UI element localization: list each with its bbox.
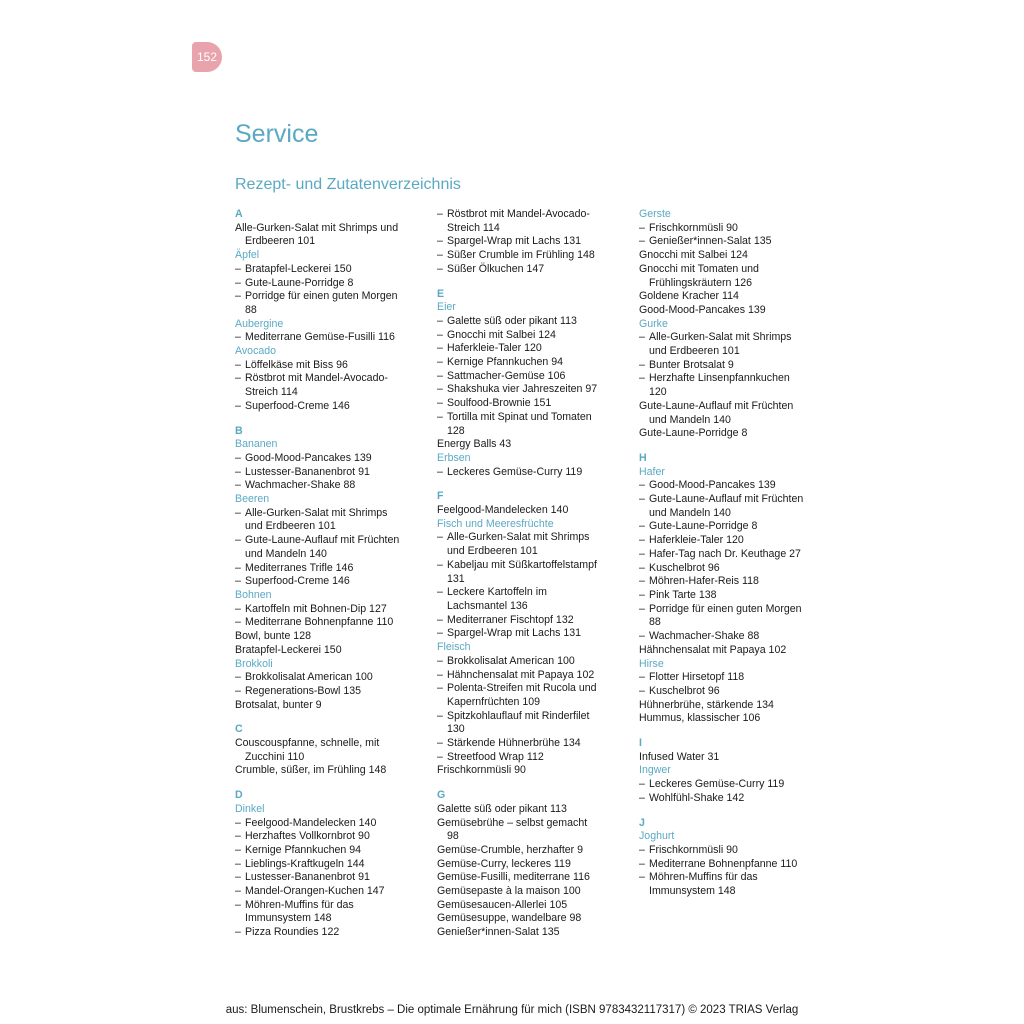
index-subentry: – Superfood-Creme 146 <box>235 400 427 414</box>
index-entry: 88 <box>649 616 661 629</box>
index-subentry: – Gute-Laune-Porridge 8 <box>235 277 427 291</box>
index-subentry: – Lustesser-Bananenbrot 91 <box>235 466 427 480</box>
index-entry: Feelgood-Mandelecken 140 <box>437 504 569 517</box>
index-subentry: – Galette süß oder pikant 113 <box>437 315 629 329</box>
index-entry: Galette süß oder pikant 113 <box>437 802 567 815</box>
index-subentry: – Leckeres Gemüse-Curry 119 <box>437 466 629 480</box>
index-subentry: – Herzhafte Linsenpfannkuchen <box>639 372 831 386</box>
index-subentry: – Süßer Ölkuchen 147 <box>437 263 629 277</box>
index-entry: Gemüsepaste à la maison 100 <box>437 885 581 898</box>
section-gap <box>437 479 629 490</box>
section-gap <box>639 806 831 817</box>
index-subentry: – Mandel-Orangen-Kuchen 147 <box>235 885 427 899</box>
index-entry: Infused Water 31 <box>639 750 720 763</box>
index-entry: Hähnchensalat mit Papaya 102 <box>639 643 787 656</box>
index-subentry: – Kartoffeln mit Bohnen-Dip 127 <box>235 603 427 617</box>
section-gap <box>639 441 831 452</box>
index-entry: Gnocchi mit Tomaten und <box>639 262 759 275</box>
index-entry: Streich 114 <box>245 386 298 399</box>
index-subentry: – Gute-Laune-Porridge 8 <box>639 520 831 534</box>
index-entry: Gemüse-Fusilli, mediterrane 116 <box>437 871 590 884</box>
index-subentry: – Sattmacher-Gemüse 106 <box>437 370 629 384</box>
index-subentry: – Feelgood-Mandelecken 140 <box>235 817 427 831</box>
index-entry: Streich 114 <box>447 221 500 234</box>
index-subentry: – Genießer*innen-Salat 135 <box>639 235 831 249</box>
index-subentry: – Pink Tarte 138 <box>639 589 831 603</box>
index-subentry: – Tortilla mit Spinat und Tomaten <box>437 411 629 425</box>
index-entry: 98 <box>447 830 459 843</box>
index-category: Bananen <box>235 438 278 451</box>
index-category: Eier <box>437 301 456 314</box>
index-category: Fisch und Meeresfrüchte <box>437 517 554 530</box>
index-subentry: – Wohlfühl-Shake 142 <box>639 792 831 806</box>
section-gap <box>235 414 427 425</box>
index-subentry: – Hafer-Tag nach Dr. Keuthage 27 <box>639 548 831 562</box>
index-entry: Bowl, bunte 128 <box>235 630 311 643</box>
section-gap <box>437 778 629 789</box>
index-subentry: – Porridge für einen guten Morgen <box>235 290 427 304</box>
index-subentry: – Möhren-Hafer-Reis 118 <box>639 575 831 589</box>
index-letter-heading: F <box>437 490 444 503</box>
index-subentry: – Frischkornmüsli 90 <box>639 222 831 236</box>
section-title: Service <box>235 120 319 148</box>
index-letter-heading: I <box>639 737 642 750</box>
index-subentry: – Lieblings-Kraftkugeln 144 <box>235 858 427 872</box>
index-column-3 <box>639 208 831 899</box>
index-subentry: – Bratapfel-Leckerei 150 <box>235 263 427 277</box>
index-letter-heading: D <box>235 789 243 802</box>
index-entry: Gemüsesaucen-Allerlei 105 <box>437 898 568 911</box>
index-entry: Gemüse-Curry, leckeres 119 <box>437 857 571 870</box>
index-entry: Immunsystem 148 <box>649 885 736 898</box>
index-letter-heading: G <box>437 789 446 802</box>
index-subentry: – Kernige Pfannkuchen 94 <box>437 356 629 370</box>
index-entry: und Mandeln 140 <box>649 413 731 426</box>
index-entry: Energy Balls 43 <box>437 438 512 451</box>
index-subentry: – Wachmacher-Shake 88 <box>235 479 427 493</box>
index-letter-heading: A <box>235 208 243 220</box>
index-entry: Gemüsebrühe – selbst gemacht <box>437 816 588 829</box>
index-subentry: – Frischkornmüsli 90 <box>639 844 831 858</box>
index-subentry: – Leckeres Gemüse-Curry 119 <box>639 778 831 792</box>
index-entry: Zucchini 110 <box>245 750 305 763</box>
index-subentry: – Möhren-Muffins für das <box>639 871 831 885</box>
index-entry: Bratapfel-Leckerei 150 <box>235 643 342 656</box>
index-subentry: – Soulfood-Brownie 151 <box>437 397 629 411</box>
index-column-1 <box>235 208 427 940</box>
index-subentry: – Möhren-Muffins für das <box>235 899 427 913</box>
index-entry: Immunsystem 148 <box>245 912 332 925</box>
index-entry: 131 <box>447 572 465 585</box>
index-subentry: – Haferkleie-Taler 120 <box>639 534 831 548</box>
index-subentry: – Röstbrot mit Mandel-Avocado- <box>437 208 629 222</box>
index-entry: 128 <box>447 424 465 437</box>
index-subentry: – Stärkende Hühnerbrühe 134 <box>437 737 629 751</box>
index-subentry: – Hähnchensalat mit Papaya 102 <box>437 669 629 683</box>
index-entry: 130 <box>447 723 465 736</box>
index-category: Hirse <box>639 657 664 670</box>
index-entry: Hühnerbrühe, stärkende 134 <box>639 698 774 711</box>
index-letter-heading: E <box>437 287 445 300</box>
index-category: Hafer <box>639 465 665 478</box>
index-category: Gurke <box>639 317 668 330</box>
index-subentry: – Kabeljau mit Süßkartoffelstampf <box>437 559 629 573</box>
index-subentry: – Süßer Crumble im Frühling 148 <box>437 249 629 263</box>
index-category: Erbsen <box>437 451 471 464</box>
index-subentry: – Shakshuka vier Jahreszeiten 97 <box>437 383 629 397</box>
index-subentry: – Wachmacher-Shake 88 <box>639 630 831 644</box>
index-category: Fleisch <box>437 641 471 654</box>
index-entry: Good-Mood-Pancakes 139 <box>639 303 766 316</box>
index-subentry: – Regenerations-Bowl 135 <box>235 685 427 699</box>
index-subentry: – Spargel-Wrap mit Lachs 131 <box>437 627 629 641</box>
index-subentry: – Good-Mood-Pancakes 139 <box>639 479 831 493</box>
index-subentry: – Good-Mood-Pancakes 139 <box>235 452 427 466</box>
index-category: Ingwer <box>639 764 671 777</box>
index-entry: und Mandeln 140 <box>649 506 731 519</box>
section-gap <box>235 712 427 723</box>
index-subentry: – Streetfood Wrap 112 <box>437 751 629 765</box>
index-entry: Brotsalat, bunter 9 <box>235 698 322 711</box>
index-category: Aubergine <box>235 317 284 330</box>
index-column-2 <box>437 208 629 940</box>
index-entry: Lachsmantel 136 <box>447 599 528 612</box>
index-subentry: – Pizza Roundies 122 <box>235 926 427 940</box>
index-subentry: – Brokkolisalat American 100 <box>235 671 427 685</box>
index-subentry: – Herzhaftes Vollkornbrot 90 <box>235 830 427 844</box>
index-subentry: – Kuschelbrot 96 <box>639 685 831 699</box>
index-subentry: – Mediterraner Fischtopf 132 <box>437 614 629 628</box>
index-subentry: – Löffelkäse mit Biss 96 <box>235 359 427 373</box>
index-entry: Kapernfrüchten 109 <box>447 695 541 708</box>
index-subentry: – Polenta-Streifen mit Rucola und <box>437 682 629 696</box>
index-category: Gerste <box>639 208 671 220</box>
index-entry: Gnocchi mit Salbei 124 <box>639 249 748 262</box>
index-subentry: – Alle-Gurken-Salat mit Shrimps <box>437 531 629 545</box>
index-category: Avocado <box>235 345 277 358</box>
index-subentry: – Spargel-Wrap mit Lachs 131 <box>437 235 629 249</box>
index-entry: Alle-Gurken-Salat mit Shrimps und <box>235 221 399 234</box>
index-entry: 88 <box>245 303 257 316</box>
section-gap <box>639 726 831 737</box>
index-category: Dinkel <box>235 802 265 815</box>
index-category: Brokkoli <box>235 657 273 670</box>
index-entry: Gemüsesuppe, wandelbare 98 <box>437 912 582 925</box>
index-subentry: – Gute-Laune-Auflauf mit Früchten <box>639 493 831 507</box>
index-category: Bohnen <box>235 588 272 601</box>
index-entry: Frischkornmüsli 90 <box>437 764 526 777</box>
index-entry: und Erdbeeren 101 <box>649 345 740 358</box>
index-entry: Couscouspfanne, schnelle, mit <box>235 737 380 750</box>
index-subentry: – Mediterranes Trifle 146 <box>235 562 427 576</box>
section-gap <box>235 778 427 789</box>
index-subentry: – Gnocchi mit Salbei 124 <box>437 329 629 343</box>
index-entry: Hummus, klassischer 106 <box>639 712 761 725</box>
index-subentry: – Mediterrane Gemüse-Fusilli 116 <box>235 331 427 345</box>
index-subentry: – Superfood-Creme 146 <box>235 575 427 589</box>
index-subentry: – Alle-Gurken-Salat mit Shrimps <box>235 507 427 521</box>
index-subentry: – Alle-Gurken-Salat mit Shrimps <box>639 331 831 345</box>
index-entry: und Erdbeeren 101 <box>245 520 336 533</box>
section-gap <box>437 277 629 288</box>
index-letter-heading: J <box>639 816 645 829</box>
index-entry: Gute-Laune-Porridge 8 <box>639 427 748 440</box>
index-entry: Goldene Kracher 114 <box>639 290 739 303</box>
index-subentry: – Brokkolisalat American 100 <box>437 655 629 669</box>
index-subentry: – Kuschelbrot 96 <box>639 562 831 576</box>
index-entry: Frühlingskräutern 126 <box>649 276 753 289</box>
index-subentry: – Flotter Hirsetopf 118 <box>639 671 831 685</box>
index-subentry: – Leckere Kartoffeln im <box>437 586 629 600</box>
page-number-badge: 152 <box>192 42 222 72</box>
footer-citation: aus: Blumenschein, Brustkrebs – Die optimale Ernährung für mich (ISBN 9783432117317) © 2023 TRIAS Verlag <box>225 1004 799 1016</box>
index-entry: und Erdbeeren 101 <box>447 545 538 558</box>
index-entry: Genießer*innen-Salat 135 <box>437 926 560 939</box>
index-entry: Crumble, süßer, im Frühling 148 <box>235 764 387 777</box>
index-entry: 120 <box>649 386 667 399</box>
index-entry: Gemüse-Crumble, herzhafter 9 <box>437 843 584 856</box>
index-letter-heading: H <box>639 451 647 464</box>
index-subentry: – Röstbrot mit Mandel-Avocado- <box>235 372 427 386</box>
index-letter-heading: B <box>235 424 243 437</box>
index-entry: und Mandeln 140 <box>245 547 327 560</box>
index-subentry: – Spitzkohlauflauf mit Rinderfilet <box>437 710 629 724</box>
index-category: Äpfel <box>235 249 260 262</box>
index-subentry: – Mediterrane Bohnenpfanne 110 <box>639 858 831 872</box>
index-category: Joghurt <box>639 830 675 843</box>
index-subtitle: Rezept- und Zutatenverzeichnis <box>235 176 461 193</box>
index-category: Beeren <box>235 493 270 506</box>
index-entry: Gute-Laune-Auflauf mit Früchten <box>639 399 794 412</box>
index-subentry: – Haferkleie-Taler 120 <box>437 342 629 356</box>
index-subentry: – Gute-Laune-Auflauf mit Früchten <box>235 534 427 548</box>
index-letter-heading: C <box>235 723 243 736</box>
index-subentry: – Porridge für einen guten Morgen <box>639 603 831 617</box>
index-subentry: – Kernige Pfannkuchen 94 <box>235 844 427 858</box>
index-subentry: – Mediterrane Bohnenpfanne 110 <box>235 616 427 630</box>
index-entry: Erdbeeren 101 <box>245 235 316 248</box>
index-subentry: – Lustesser-Bananenbrot 91 <box>235 871 427 885</box>
index-subentry: – Bunter Brotsalat 9 <box>639 359 831 373</box>
